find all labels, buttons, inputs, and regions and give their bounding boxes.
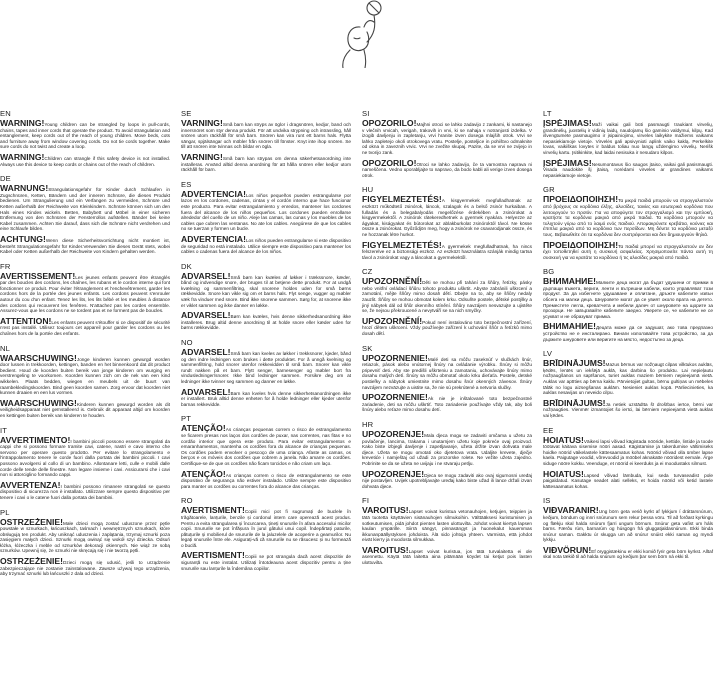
warning-paragraph (181, 348, 351, 385)
warning-heading: BRĪDINĀJUMS! (543, 358, 606, 369)
warning-paragraph (0, 272, 170, 314)
warning-paragraph (543, 119, 713, 156)
warning-section-is (543, 497, 713, 560)
warning-paragraph (362, 277, 532, 314)
warning-text: I bambini piccoli possono essere strangolati da cappi che si possono formare tramite cavi, catene, nastri e cavo interno che servono per operare questo prodotto. Per evitare lo strangolamento e l'intrappolamento tenere le corde fuori dalla portata dei bambini piccoli. I cavi possono avvolgersi al collo di un bambino. Allontanare letti, culle e mobili dalle corde delle tende delle finestre. Non legare insieme i cavi. Assicurarsi che i cavi non si attorciglino formando cappi. (0, 438, 170, 478)
warning-section-pt (181, 415, 351, 489)
warning-section-lv (543, 350, 713, 418)
warning-text: Små barn kan strypas om denna säkerhetsanordning inte installeras. Använd alltid denna anordning för att hålla snören eller kedjor utom räckhåll för barn. (181, 155, 351, 173)
language-code: DK (181, 261, 192, 271)
language-code: HR (362, 419, 374, 429)
language-code: EN (0, 109, 11, 118)
warning-paragraph (181, 272, 351, 309)
warning-section-gr (543, 186, 713, 260)
warning-text: Nesumontavus šio saugos įtaiso, vaikai gali pasismaugti. Visada naudokite šį įtaisą, norėdami virveles ar grandines vaikams nepasiekiamoje vietoje. (543, 161, 713, 178)
warning-text: Les jeunes enfants peuvent être étranglés par des boucles des cordons, les chaînes, les rubans et le cordon interne qui font fonctionner ce produit. Pour éviter l'étranglement et l'enchevêtrement, garder les cordons hors de la portée des jeunes enfants. Les cordons peuvent s'enrouler autour du cou d'un enfant. Tenez les lits, les lits bébé et les meubles à distance des cordons qui recouvrent les fenêtres. N'attachez pas les cordes ensemble. Assurez-vous que les cordons ne se tordent pas et ne forment pas de boucles. (0, 274, 170, 314)
warning-text: Maži vaikai gali būti pasmaugti traukiant virvelių, grandinėlių, juostelių ir vidinių laidų, naudojamų šio gaminio valdymui, kilpų. Kad išvengtumėte pasmaugimo ir įsipainiojimo, virveles laikykite mažiems vaikams nepasiekiamoje vietoje. Virvelės gali apsivynioti aplink vaiko kaklą. Perkelkite lovas, vaikiškas lovytes ir baldus toliau nuo langų uždengimo virvelių. Nerišk virvelių kartu. Įsitikinkite, kad laidai nesisuka ir nesudaro kilpos. (543, 122, 713, 155)
language-code: ES (181, 179, 192, 189)
warning-section-nl (0, 345, 170, 419)
warning-paragraph (181, 506, 351, 548)
warning-text: Lapset voivat kuristua, jos tätä turvalaitetta ei ole asennettu. Käytä tätä laitetta aina pitämään köydet tai ketjut pois lasten ulottuvilta. (362, 548, 532, 566)
warning-text: Ja netiek uzstādīta šī drošības ierīce, bērni var nožņaugties. Vienmēr izmantojiet šo ierīci, lai bērniem nepieejamā vietā auklas vai ķēdes. (543, 401, 713, 418)
warning-paragraph (0, 399, 170, 419)
warning-text: Les enfants peuvent s'étouffer si ce dispositif de sécurité n'est pas installé. Utilisez toujours cet appareil pour garder les cordons ou les chaînes hors de la portée des enfants. (0, 319, 170, 337)
language-code: FR (0, 261, 11, 271)
warning-paragraph (181, 424, 351, 466)
warning-heading: OSTRZEŻENIE! (0, 516, 64, 527)
warning-text: Mazus bērnus var nožņaugt cilpas vilktukos auklās, ķēdēs, lentēs un iekšējā auklā, kas darbina šo produktu. Lai nepieļautu nožņaugšanos un sapīšanos, turiet auklas maziem bērniem nepieejamā vietā. Auklas var aptīties ap bērna kaklu. Pārvietojiet gultas, bērnu gultiņas un mēbeles tālāk no logu aizsegšanas auklām. Nesieniet auklas kopā. Pārliecinieties, ka auklas nesavijas un neveido cilpu. (543, 362, 713, 396)
warning-paragraph (181, 153, 351, 173)
language-code: LT (543, 109, 552, 118)
warning-heading: AVVERTENZA! (0, 479, 61, 490)
language-code: SI (362, 109, 370, 118)
warning-heading: FIGYELMEZTETÉS! (362, 239, 442, 250)
warning-section-se (181, 110, 351, 173)
warning-paragraph (0, 354, 170, 396)
warning-heading: UPOZORNENIE! (362, 392, 428, 403)
language-code: NL (0, 343, 11, 353)
warning-text: I bambini possono rimanere strangolati se questo dispositivo di sicurezza non è installato. Utilizzare sempre questo dispositivo per tenere i cavi o le catene fuori dalla portata dei bambini. (0, 483, 170, 500)
warning-paragraph (0, 235, 170, 255)
warning-section-no (181, 339, 351, 407)
warning-text: A gyermekek megfulladhatnak, ha nincs felszerelve ez a biztonsági eszköz. Az eszközt használatra szánják mindig tartsa távol a zsinórokat vagy a láncokat a gyermekektől. (362, 243, 532, 260)
warning-heading: FIGYELMEZTETÉS! (362, 194, 442, 205)
warning-text: A kisgyermekek megfulladhatnak az eszközt működtető zsinórok, láncok, szalagok és a belső zsinór hurkaiban. A fulladás és a belegabalyodás megelőzése érdekében a zsinórokat a kisgyermekektől. A zsinórok rátekeredhetnek a gyermek nyakára. Helyezze az ágyakat, kiságyakat és bútorokat az ablakburkolat zsinóroktól távol. Ne kösse össze a zsinórokat. Győződjön meg, hogy a zsinórok ne csavarodjanak össze, és ne hozzanak létre hurkot. (362, 198, 532, 237)
warning-heading: HOIATUS! (543, 434, 584, 445)
warning-text: Los niños pequeños pueden estrangularse por lazos en los cordones, cadenas, cintas y el cordón interno que hace funcionar este producto. Para evitar estrangulamiento y enredos, mantener los cordones fuera del alcance de los niños pequeños. Los cordones pueden enrollarse alrededor del cuello de un niño. Aleje las camas, las cunas y los muebles de los cables que cubren las ventanas. No ate los cables. Asegúrese de que los cables no se tuerzan y formen un bucle. (181, 192, 351, 232)
warning-text: Děti se mohou při tahání za šňůry, řetízky, pásky nebo vnitřní ovládací šňůru tohoto produktu uškrtit. Abyste zabránili uškrcení a zamotání, mějte šňůry mimo dosah dětí. Dbejte na to, aby se šňůry nedaly zauzlit. Šňůry se mohou obmotat kolem krku. Odsuňte postele, dětské postýlky a jiný nábytek dál od šňůr okenního stínění. Šňůry navzájem nesvazujte a ujistěte se, že nejsou překroucené a nevytváří se na nich smyčky. (362, 280, 532, 314)
warning-heading: ADVARSEL! (181, 270, 231, 281)
warning-text: Otroci se lahko zadavijo, če ta varnostna naprava ni nameščena. Vedno uporabljajte to napravo, da bodo kabli ali verige izven dosega otrok. (362, 161, 532, 178)
warning-paragraph (543, 241, 713, 261)
warning-heading: ATTENTION! (0, 315, 52, 326)
warning-heading: ADVARSEL! (181, 347, 231, 358)
warning-text: As crianças correm o risco de estrangulamento se este dispositivo de segurança não estiver instalado. Utilize sempre este dispositivo para manter os cordões ou correntes fora do alcance das crianças. (181, 472, 351, 489)
warning-section-lt (543, 110, 713, 178)
warning-paragraph (362, 430, 532, 467)
warning-text: Små barn kan stryps av öglor i dragsnören, kedjor, band och innersnöret som styr denna produkt. För att undvika strypning och intrassling, håll snören utom räckhåll för små barn. Snören kan vira runt ett barns hals. Flytta sängar, spjälsängar och möbler från snören till fönster. Knyt inte ihop snören. Se till att snören inte tvinnas och bildar en ögla. (181, 122, 351, 150)
warning-paragraph (362, 119, 532, 156)
language-code: BG (543, 267, 555, 277)
warning-section-fi (362, 497, 532, 565)
warning-heading: ĮSPĖJIMAS! (543, 157, 592, 168)
warning-paragraph (362, 354, 532, 391)
warning-heading: ATENÇÃO! (181, 468, 226, 479)
warning-text: Los niños pueden estrangularse si este dispositivo de seguridad no está instalado. Utilice siempre este dispositivo para mantener los cables o cadenas fuera del alcance de los niños. (181, 237, 351, 255)
warning-heading: WARNUNG! (0, 183, 49, 194)
warning-heading: AVERTISMENT! (181, 550, 245, 561)
warning-text: Ef öryggistækinu er ekki komið fyrir geta börn kyrkst. Alltaf skal nota tækið til að halda snúrum og keðjum þar sem börn ná ekki til. (543, 548, 713, 560)
warning-paragraph (543, 277, 713, 319)
warning-paragraph (0, 119, 170, 150)
language-code: CZ (362, 267, 373, 277)
language-code: FI (362, 496, 370, 506)
language-code: LV (543, 349, 553, 359)
warning-paragraph (543, 506, 713, 543)
language-code: NO (181, 338, 193, 348)
warning-column-2 (181, 110, 351, 579)
warning-text: Τα παιδιά μπορεί να στραγγαλιστούν αν δεν έχει τοποθετηθεί αυτή η συσκευή ασφαλείας. Χρησιμοποιείτε πάντα αυτή τη συσκευή για να κρατάτε τα κορδόνια ή τις αλυσίδες μακριά από παιδιά. (543, 243, 713, 260)
warning-section-es (181, 181, 351, 255)
warning-paragraph (362, 241, 532, 261)
warning-paragraph (181, 388, 351, 408)
warning-heading: AVERTISSEMENT! (0, 270, 76, 281)
warning-heading: AVVERTIMENTO! (0, 434, 71, 445)
warning-text: Young children can be strangled by loops in pull-cords, chains, tapes and inner cords that operate the product. To avoid strangulation and entanglement, keep cords out of the reach of young children. Move beds, cots and furniture away from window covering cords. Do not tie cords together. Make sure cords do not twist and create a loop. (0, 122, 170, 150)
warning-paragraph (362, 159, 532, 179)
warning-column-1 (0, 110, 170, 585)
warning-paragraph (181, 470, 351, 490)
warning-paragraph (543, 436, 713, 467)
warning-paragraph (362, 195, 532, 237)
child-reaching-cord-illustration (330, 0, 388, 68)
warning-heading: HOIATUS! (543, 468, 584, 479)
warning-text: Väikesi lapsi võivad kägistada nööride, kettide, lintide ja toode töötavat käitava sisemise nööri aasad. Kägistamise ja takerdumise vältimiseks hoidke nöörid väikelastele kättesaamatus kohas. Nöörid võivad olla ümber lapse kaela. Paigutage voodid, võrevoodid ja mööbel aknakatte nööridest eemale. Ärge siduge nööre kokku. Veenduge, et nöörid ei keerduks ja ei moodustaks silmust. (543, 438, 713, 466)
warning-section-de (0, 175, 170, 255)
warning-section-fr (0, 263, 170, 337)
warning-text: Malé deti sa môžu zaseknúť v slučkách šnúr, retiazok, pások alebo vnútornej šnúry na ovládanie výrobku. Šnúry si môžu pripevniť deti. Aby ste predišli uškrteniu a zamotaniu, uchovávajte šnúry mimo dosahu malých detí. Šnúry sa môžu obmotať okolo krku dieťaťa. Postele, detské postieľky a nábytok umiestnite mimo dosahu šnúr okenných závesov. Šnúry navzájem nezväzujte a uistite sa, že nie sú prekrútené a netvoria slučky. (362, 356, 532, 390)
warning-paragraph (181, 190, 351, 232)
warning-column-4 (543, 110, 713, 568)
warning-text: Ak nie je inštalované toto bezpečnostné zariadenie, deti sa môžu uškrtiť. Toto zariadenie používajte vždy tak, aby boli šnúry alebo reťaze mimo dosahu detí. (362, 396, 532, 413)
warning-text: Lapsed võivad lämbuda, kui seda turvaseadist pole paigaldatud. Kasutage seadet alati selleks, et hoida nöörid või ketid lastele kättesaamatus kohas. (543, 472, 713, 489)
warning-paragraph (0, 481, 170, 501)
warning-heading: UPOZORENJE! (362, 428, 425, 439)
warning-heading: ĮSPĖJIMAS! (543, 118, 592, 128)
warning-section-si (362, 110, 532, 178)
warning-heading: ACHTUNG! (0, 233, 46, 244)
language-code: SK (362, 343, 373, 353)
warning-heading: AVERTISMENT! (181, 505, 245, 516)
warning-heading: UPOZORENJE! (362, 468, 425, 479)
warning-heading: BRĪDINĀJUMS! (543, 397, 606, 408)
warning-column-3 (362, 110, 532, 574)
language-code: EE (543, 425, 554, 435)
warning-text: Djeca se mogu zadaviti ako ovaj sigurnosni uređaj nije postavljen. Uvijek upotrebljavajte uređaj kako biste užad ili lance držali izvan dohvata djece. (362, 472, 532, 489)
warning-text: Små børn kan kvæles af løkker i trækssnore, kæder, bånd og indvendige snore, der bruges til at betjene dette produkt. For at undgå kvælning og sammenfiltring, skal snorene holdes uden for små børns rækkevidde. Snore kan vikle sig om et barns hals. Flyt senge, vugger og møbler væk fra vinduer med snore. Bind ikke snorene sammen. Sørg for, at snorene ikke er viklet sammen og ikke danner en løkke. (181, 274, 351, 308)
warning-paragraph (362, 317, 532, 337)
warning-heading: VIÐVARANIR! (543, 505, 599, 516)
warning-heading: VARNING! (181, 151, 223, 162)
warning-heading: ΠΡΟΕΙΔΟΠΟΙΗΣΗ! (543, 239, 619, 250)
warning-text: Dzieci mogą się udusić, jeśli to urządzenie zabezpieczające nie zostanie zainstalowane. Zawsze używaj tego urządzenia, aby trzymać sznurki lub łańcuszki z dala od dzieci. (0, 560, 170, 577)
warning-section-cz (362, 268, 532, 336)
language-code: DE (0, 174, 11, 184)
warning-text: Mala djeca mogu se zadaviti omčama u užetu za povlačenje, lancima, trakama i unutarnjem užetu koje pokreće ovaj proizvod. Kako biste izbjegli davljenje i zapetljavanje, užeta držite izvan dohvata male djece. Užeta se mogu omotati oko djetetova vrata. Udaljite krevete, dječje krevetiće i namještaj od užadi za prozorske rolete. Ne vežite užeta zajedno. Pobrinite se da se užeta ne uvijaju i ne stvaraju petlju. (362, 432, 532, 466)
warning-paragraph (543, 470, 713, 490)
warning-heading: OSTRZEŻENIE! (0, 556, 64, 567)
warning-text: Jonge kinderen kunnen gewurgd worden door lussen in trekkoorden, kettingen, banden en het binnenkoord dat dit product bedient. Houd de koorden buiten bereik van jonge kinderen om wurging en verstrengeling te voorkomen. Koorden kunnen zich om de nek van een kind wikkelen. Plaats bedden, wiegen en meubels uit de buurt van raambekledingskoorden. Bind geen koorden samen. Zorg ervoor dat koorden niet kunnen draaien en een lus vormen. (0, 356, 170, 396)
warning-text: Wenn diese Sicherheitsvorrichtung nicht montiert ist, besteht Strangulationsgefahr für Kinder.Verwenden Sie dieses Gerät stets, wobei Kabel oder Ketten außerhalb der Reichweite von Kindern gehalten werden. (0, 237, 170, 255)
warning-text: Copiii mici pot fi sugrumați de buclele în trăgătoarele, lanțurile, benzile și cordonul intern care operează acest produs. Pentru a evita strangularea și încurcarea, țineți snururile în afara accesului micilor copii. Snururile se pot înfășura în jurul gâtului unui copil. Îndepărtați paturile, pătuțurile și mobilierul de snururile de la jaluzelele de acoperire a geamurilor. Nu legați snururile între ele. Asigurați-vă că snururile nu se răsucesc și nu formează o buclă. (181, 509, 351, 548)
language-code: IT (0, 425, 8, 435)
warning-paragraph (181, 119, 351, 150)
warning-paragraph (0, 153, 170, 167)
warning-heading: OPOZORILO! (362, 157, 417, 168)
warning-text: Ung börn geta verið kyrkt af lykkjum í dráttarsnúrum, keðjum, böndum og innri snúrunum sem rekur þessa vöru. Til að forðast kyrkingu og flækju skal halda snúrum fjarri ungum börnum. Snúrur geta vafist um háls barns. Færðu rúm, barnarúm og húsgögn frá gluggatjaldasnúrum. Ekki binda snúrur saman. Gakktu úr skugga um að snúrur snúist ekki saman og myndi lykkju. (543, 509, 713, 543)
warning-section-pl (0, 509, 170, 577)
warning-heading: ADVERTENCIA! (181, 188, 246, 199)
warning-text: Children can strangle if this safety device is not installed. Always use this device to keep cords or chains out of the reach of children. (0, 155, 170, 167)
warning-heading: ADVARSEL! (181, 386, 231, 397)
warning-heading: VAROITUS! (362, 505, 409, 516)
warning-heading: WARNING! (0, 151, 45, 162)
language-code: PL (0, 507, 10, 517)
warning-paragraph (543, 195, 713, 237)
language-code: IS (543, 496, 551, 506)
language-code: GR (543, 185, 555, 195)
warning-text: Małe dzieci mogą zostać uduszone przez pętle powstałe w sznurkach, łańcuszkach, taśmach i wewnętrznych sznurkach, które obsługują ten produkt. Aby uniknąć uduszenia i zaplątania, trzymaj sznurki poza zasięgiem małych dzieci. Sznurki mogą owinąć się wokół szyi dziecka. Odsuń łóżka, łóżeczka i meble od sznurków dekoracji okiennych. Nie wiąż ze sobą sznurków. Upewnij się, że sznurki nie skręcają się i nie tworzą pętli. (0, 520, 170, 554)
warning-heading: VAROITUS! (362, 544, 409, 555)
language-code: PT (181, 414, 192, 424)
warning-heading: VARNING! (181, 118, 223, 128)
warning-heading: ВНИМАНИЕ! (543, 321, 596, 332)
warning-paragraph (0, 518, 170, 555)
warning-section-en (0, 110, 170, 167)
warning-paragraph (362, 506, 532, 543)
warning-text: As crianças pequenas correm o risco de estrangulamento se ficarem presas nos laços dos cordões de puxar, nas correntes, nas fitas e no cordão interior que opera este produto. Para evitar estrangulamentos e emaranhamentos, mantenha os cordões fora do alcance de crianças pequenas. Os cordões podem envolver o pescoço de uma criança. Afaste as camas, os berços e os móveis dos cordões que cobrem a janela. Não amarre os cordões. Certifique-se de que os cordões não ficam torcidos e não criam um laço. (181, 427, 351, 466)
warning-section-hr (362, 421, 532, 489)
warning-heading: VIÐVÖRUN! (543, 544, 592, 555)
warning-heading: UPOZORNĚNÍ! (362, 315, 423, 326)
warning-paragraph (543, 359, 713, 396)
warning-text: Kinderen kunnen gewurgd worden als dit veiligheidsapparaat niet geïnstalleerd is. Gebruik dit apparaat altijd om koorden en kettingen buiten bereik van kinderen te houden. (0, 401, 170, 418)
warning-text: Børn kan kvæles, hvis denne sikkerhedsanordning ikke installeres. Brug altid denne anordning til at holde snore eller kæder uden for børns rækkevidde. (181, 314, 351, 331)
warning-paragraph (362, 546, 532, 566)
warning-section-ee (543, 427, 713, 490)
warning-paragraph (0, 436, 170, 478)
warning-heading: WARNING! (0, 118, 45, 128)
warning-paragraph (543, 546, 713, 560)
warning-text: Små barn kan kveles av løkker i trekksnorer, kjeder, bånd og den indre ledningen som brukes i dette produktet. For å unngå kvelning og sammenfiltring, hold snorer utenfor rekkevidden til små barn. Snorer kan vikle rundt nakken på et barn. Flytt senger, barnesenger og møbler bort fra vindusledninger/snorer. Ikke bind ledninger sammen. Forsikre deg om at ledninger ikke tvinner seg sammen og danner en løkke. (181, 351, 351, 384)
warning-paragraph (181, 551, 351, 571)
warning-heading: ATENÇÃO! (181, 423, 226, 434)
warning-text: Pokud není instalováno toto bezpečnostní zařízení, hrozí dětem uškrcení. Vždy používejte zařízení k uchování šňůr a řetízků mimo dosah dětí. (362, 319, 532, 337)
warning-section-it (0, 427, 170, 501)
warning-paragraph (362, 393, 532, 413)
language-code: SE (181, 109, 192, 118)
warning-heading: WAARSCHUWING! (0, 352, 77, 363)
warning-text: Децата може да се задушат, ако това предпазно устройство не е инсталирано. Винаги използвайте това устройство, за да държите шнуровете или веригите на място, недостъпно за деца. (543, 325, 713, 342)
warning-paragraph (0, 184, 170, 232)
warning-paragraph (181, 311, 351, 331)
warning-paragraph (181, 235, 351, 255)
warning-paragraph (0, 557, 170, 577)
warning-heading: WAARSCHUWING! (0, 397, 77, 408)
warning-text: Copiii se pot strangula dacă acest dispozitiv de siguranță nu este instalat. Utilizați întotdeauna acest dispozitiv pentru a ține snururile sau lanțurile la îndemâna copiilor. (181, 554, 351, 571)
warning-paragraph (543, 399, 713, 419)
warning-text: Малките деца могат да бъдат удушени от примки в дърпащи въжета, вериги, ленти и вътрешни кабели, които управляват този продукт. За да избегнете удушаване и оплитане, дръжте кабелите извън обсега на малки деца. Шнуровете могат да се увият около врата на детето. Преместете легла, креватчета и мебели далеч от шнуровете на щорите за прозорци. Не завързвайте кабелите заедно. Уверете се, че кабелите не се усукват и не образуват примка. (543, 280, 713, 319)
warning-section-sk (362, 345, 532, 413)
warning-text: Τα μικρά παιδιά μπορούν να στραγγαλιστούν από βρόχους σε κορδόνια έλξης, αλυσίδες, ταινίες και εσωτερικά κορδόνια που λειτουργούν το προϊόν. Για να αποφύγετε τον στραγγαλισμό και την εμπλοκή, κρατήστε τα κορδόνια μακριά από μικρά παιδιά. Τα κορδόνια μπορούν να τυλιχτούν γύρω από το λαιμό ενός παιδιού. Απομακρύνετε κρεβάτια, κούνιες και έπιπλα μακριά από τα κορδόνια των περσίδων. Μη δένετε τα κορδόνια μεταξύ τους. Βεβαιωθείτε ότι τα κορδόνια δεν συστρέφονται και δεν δημιουργούν θηλιά. (543, 198, 713, 237)
warning-paragraph (362, 470, 532, 490)
warning-heading: ADVERTENCIA! (181, 233, 246, 244)
language-code: RO (181, 496, 193, 506)
warning-paragraph (0, 317, 170, 337)
language-code: HU (362, 185, 374, 195)
warning-paragraph (543, 322, 713, 342)
warning-heading: ВНИМАНИЕ! (543, 276, 596, 287)
warning-section-dk (181, 263, 351, 331)
warning-heading: UPOZORNĚNÍ! (362, 276, 423, 287)
warning-heading: UPOZORNENIE! (362, 352, 428, 363)
warning-section-hu (362, 186, 532, 260)
warning-heading: ADVARSEL! (181, 310, 231, 321)
warning-text: Lapset voivat kuristua vetonauhojen, ketjujen, teippien ja tätä tuotetta käyttävien sisänauhojen silmukoihin. Välttääksesi kuristumisen ja sotkeutumisen, pidä johdot pienten lasten ulottuvilta. Johdot voivat kiertyä lapsen kaulan ympärille. Siirrä sängyt, pinnasängyt ja huonekalut kauemmas ikkunanpäällystyksen johdoista. Älä sido johtoja yhteen. Varmista, että johdot eivät kierry ja muodosta silmukkaa. (362, 509, 532, 543)
warning-heading: ΠΡΟΕΙΔΟΠΟΙΗΣΗ! (543, 194, 619, 205)
warning-text: Barn kan kveles hvis denne sikkerhetsanordningen ikke er installert. Bruk alltid denne enheten for å holde ledninger eller kjeder utenfor barnas rekkevidde. (181, 390, 351, 407)
warning-section-bg (543, 268, 713, 342)
warning-section-ro (181, 497, 351, 571)
warning-text: Majhni otroci se lahko zadavijo z zankami, ki nastanejo v vlečnih vrvicah, verigah, trakovih in vrvi, ki se nahaja v notranjosti izdelka. V izogib davljenju in zapletanju, vrvi hranite izven dosega mlajših otrok. Vrvi se lahko zapletejo okoli otrokovega vratu. Postelje, posteljice in pohištvo odmaknite od okna in zaveznih vrvic. Vrvi ne zvežite skupaj. Pazite, da se vrvi ne zvijejo in ne tvorijo zank. (362, 122, 532, 155)
warning-heading: OPOZORILO! (362, 118, 417, 128)
warning-paragraph (543, 159, 713, 179)
warning-text: Strangulationsgefahr für Kinder durch Schlaufen in Zugschnüren, Ketten, Bändern und der inneren Schnüre, die dieses Produkt bedienen. Um Strangulierung und ein Verfangen zu vermeiden, Schnüre und Ketten außerhalb der Reichweite von Kleinkindern. Schnüre können sich um den Hals eines Kindes wickeln. Betten, Babybett und Möbel in einer sicheren Entfernung von den Schnüren der Fensterrollos aufstellen. Bänder bei keine Kabel zusammen. Achten Sie darauf, dass sich die Schnüre nicht verdrehen und eine Schlaufe bilden. (0, 187, 170, 232)
